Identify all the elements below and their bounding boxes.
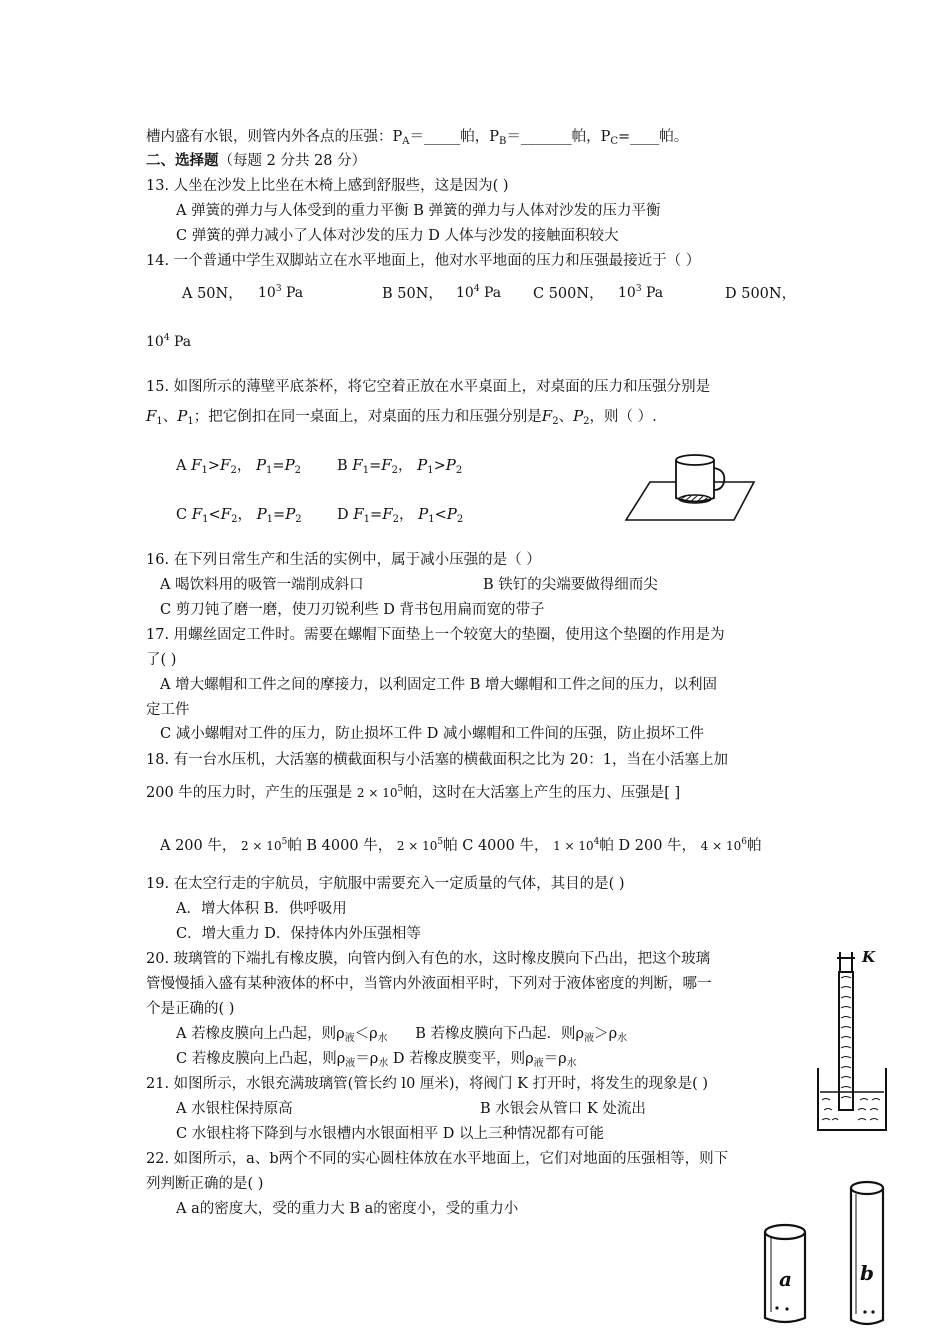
q14-value-b: $10^4$ Pa xyxy=(456,284,502,301)
question-22-options-ab: A a的密度大，受的重力大 B a的密度小，受的重力小 xyxy=(176,1201,519,1217)
q15-option-b: B $F_1=F_2$， $P_1>P_2$ xyxy=(337,456,463,476)
mercury-tube-figure xyxy=(810,944,895,1136)
question-14-option-c: C 500N， xyxy=(533,286,604,302)
question-15: 15. 如图所示的薄壁平底茶杯，将它空着正放在水平桌面上，对桌面的压力和压强分别是 xyxy=(146,379,711,395)
question-22: 22. 如图所示，a、b两个不同的实心圆柱体放在水平地面上，它们对地面的压强相等，则下 xyxy=(146,1151,729,1167)
question-15-line2: $F_1$、$P_1$；把它倒扣在同一桌面上，对桌面的压力和压强分别是$F_2$、$P_2$，则（ ）. xyxy=(146,407,657,427)
question-22-line2: 列判断正确的是( ) xyxy=(146,1176,264,1192)
cylinder-b-label: b xyxy=(860,1261,874,1285)
question-13-options-cd: C 弹簧的弹力减小了人体对沙发的压力 D 人体与沙发的接触面积较大 xyxy=(176,228,619,244)
question-14-option-d: D 500N， xyxy=(725,286,797,302)
question-16-option-a: A 喝饮料用的吸管一端削成斜口 xyxy=(160,577,364,593)
question-21-options-cd: C 水银柱将下降到与水银槽内水银面相平 D 以上三种情况都有可能 xyxy=(176,1126,605,1142)
q14-value-c: $10^3$ Pa xyxy=(618,284,664,301)
q15-option-d: D $F_1=F_2$， $P_1<P_2$ xyxy=(337,505,464,525)
question-18-options: A 200 牛， $2 \times 10^5$帕 B 4000 牛， $2 \times 10^5$帕 C 4000 牛， $1 \times 10^4$帕 D 200 牛， $4 \times 10^6$帕 xyxy=(160,837,762,854)
question-19-options-cd: C．增大重力 D．保持体内外压强相等 xyxy=(176,926,421,942)
question-17-options-cd: C 减小螺帽对工件的压力，防止损坏工件 D 减小螺帽和工件间的压强，防止损坏工件 xyxy=(160,726,705,742)
question-14: 14. 一个普通中学生双脚站立在水平地面上，他对水平地面的压力和压强最接近于（ ） xyxy=(146,253,701,269)
q14-value-a: $10^3$ Pa xyxy=(258,284,304,301)
question-16-option-b: B 铁钉的尖端要做得细而尖 xyxy=(483,577,658,593)
question-21: 21. 如图所示，水银充满玻璃管(管长约 l0 厘米)，将阀门 K 打开时，将发生的现象是( ) xyxy=(146,1076,709,1092)
question-13-options-ab: A 弹簧的弹力与人体受到的重力平衡 B 弹簧的弹力与人体对沙发的压力平衡 xyxy=(176,203,661,219)
question-17: 17. 用螺丝固定工件时。需要在螺帽下面垫上一个较宽大的垫圈，使用这个垫圈的作用是为 xyxy=(146,627,725,643)
fill-blank-line: 槽内盛有水银，则管内外各点的压强：$P_A=\_\_\_\_\_$帕，$P_B=\_\_\_\_\_\_\_$帕，$P_C=\_\_\_\_$帕。 xyxy=(146,129,689,147)
question-20-line3: 个是正确的( ) xyxy=(146,1001,235,1017)
question-17-line2: 了( ) xyxy=(146,652,177,668)
question-19-options-ab: A．增大体积 B．供呼吸用 xyxy=(176,901,347,917)
section-heading: 二、选择题（每题 2 分共 28 分） xyxy=(146,152,367,169)
question-13: 13. 人坐在沙发上比坐在木椅上感到舒服些，这是因为( ) xyxy=(146,178,509,194)
question-21-option-a: A 水银柱保持原高 xyxy=(176,1101,293,1117)
question-16-options-cd: C 剪刀钝了磨一磨，使刀刃锐利些 D 背书包用扁而宽的带子 xyxy=(160,602,545,618)
question-19: 19. 在太空行走的宇航员，宇航服中需要充入一定质量的气体，其目的是( ) xyxy=(146,876,625,892)
question-18: 18. 有一台水压机，大活塞的横截面积与小活塞的横截面积之比为 20：1，当在小活塞上加 xyxy=(146,752,728,768)
question-17-options-ab: A 增大螺帽和工件之间的摩接力，以利固定工件 B 增大螺帽和工件之间的压力，以利固 xyxy=(160,677,717,693)
question-21-option-b: B 水银会从管口 K 处流出 xyxy=(480,1101,646,1117)
question-14-option-b: B 50N， xyxy=(382,286,443,302)
question-20-options-ab: A 若橡皮膜向上凸起，则$\rho_液<\rho_水$ B 若橡皮膜向下凸起．则$\rho_液>\rho_水$ xyxy=(176,1026,628,1044)
cylinder-a-label: a xyxy=(779,1267,792,1291)
q15-option-c: C $F_1<F_2$， $P_1=P_2$ xyxy=(176,505,302,525)
cup-on-table-figure xyxy=(620,448,760,524)
valve-k-label: K xyxy=(862,948,876,966)
question-20-options-cd: C 若橡皮膜向上凸起，则$\rho_液=\rho_水$ D 若橡皮膜变平，则$\rho_液=\rho_水$ xyxy=(176,1051,577,1069)
cylinders-figure xyxy=(755,1178,895,1330)
question-17-options-ab-cont: 定工件 xyxy=(146,702,190,718)
q14-value-d: $10^4$ Pa xyxy=(146,333,192,350)
question-14-option-a: A 50N， xyxy=(182,286,243,302)
question-16: 16. 在下列日常生产和生活的实例中，属于减小压强的是（ ） xyxy=(146,552,541,568)
q15-option-a: A $F_1>F_2$， $P_1=P_2$ xyxy=(176,456,302,476)
question-18-line2: 200 牛的压力时，产生的压强是 $2 \times 10^5$帕，这时在大活塞上产生的压力、压强是[ ] xyxy=(146,784,681,801)
question-20-line2: 管慢慢插入盛有某种液体的杯中，当管内外液面相平时，下列对于液体密度的判断，哪一 xyxy=(146,976,712,992)
question-20: 20. 玻璃管的下端扎有橡皮膜，向管内倒入有色的水，这时橡皮膜向下凸出，把这个玻璃 xyxy=(146,951,711,967)
